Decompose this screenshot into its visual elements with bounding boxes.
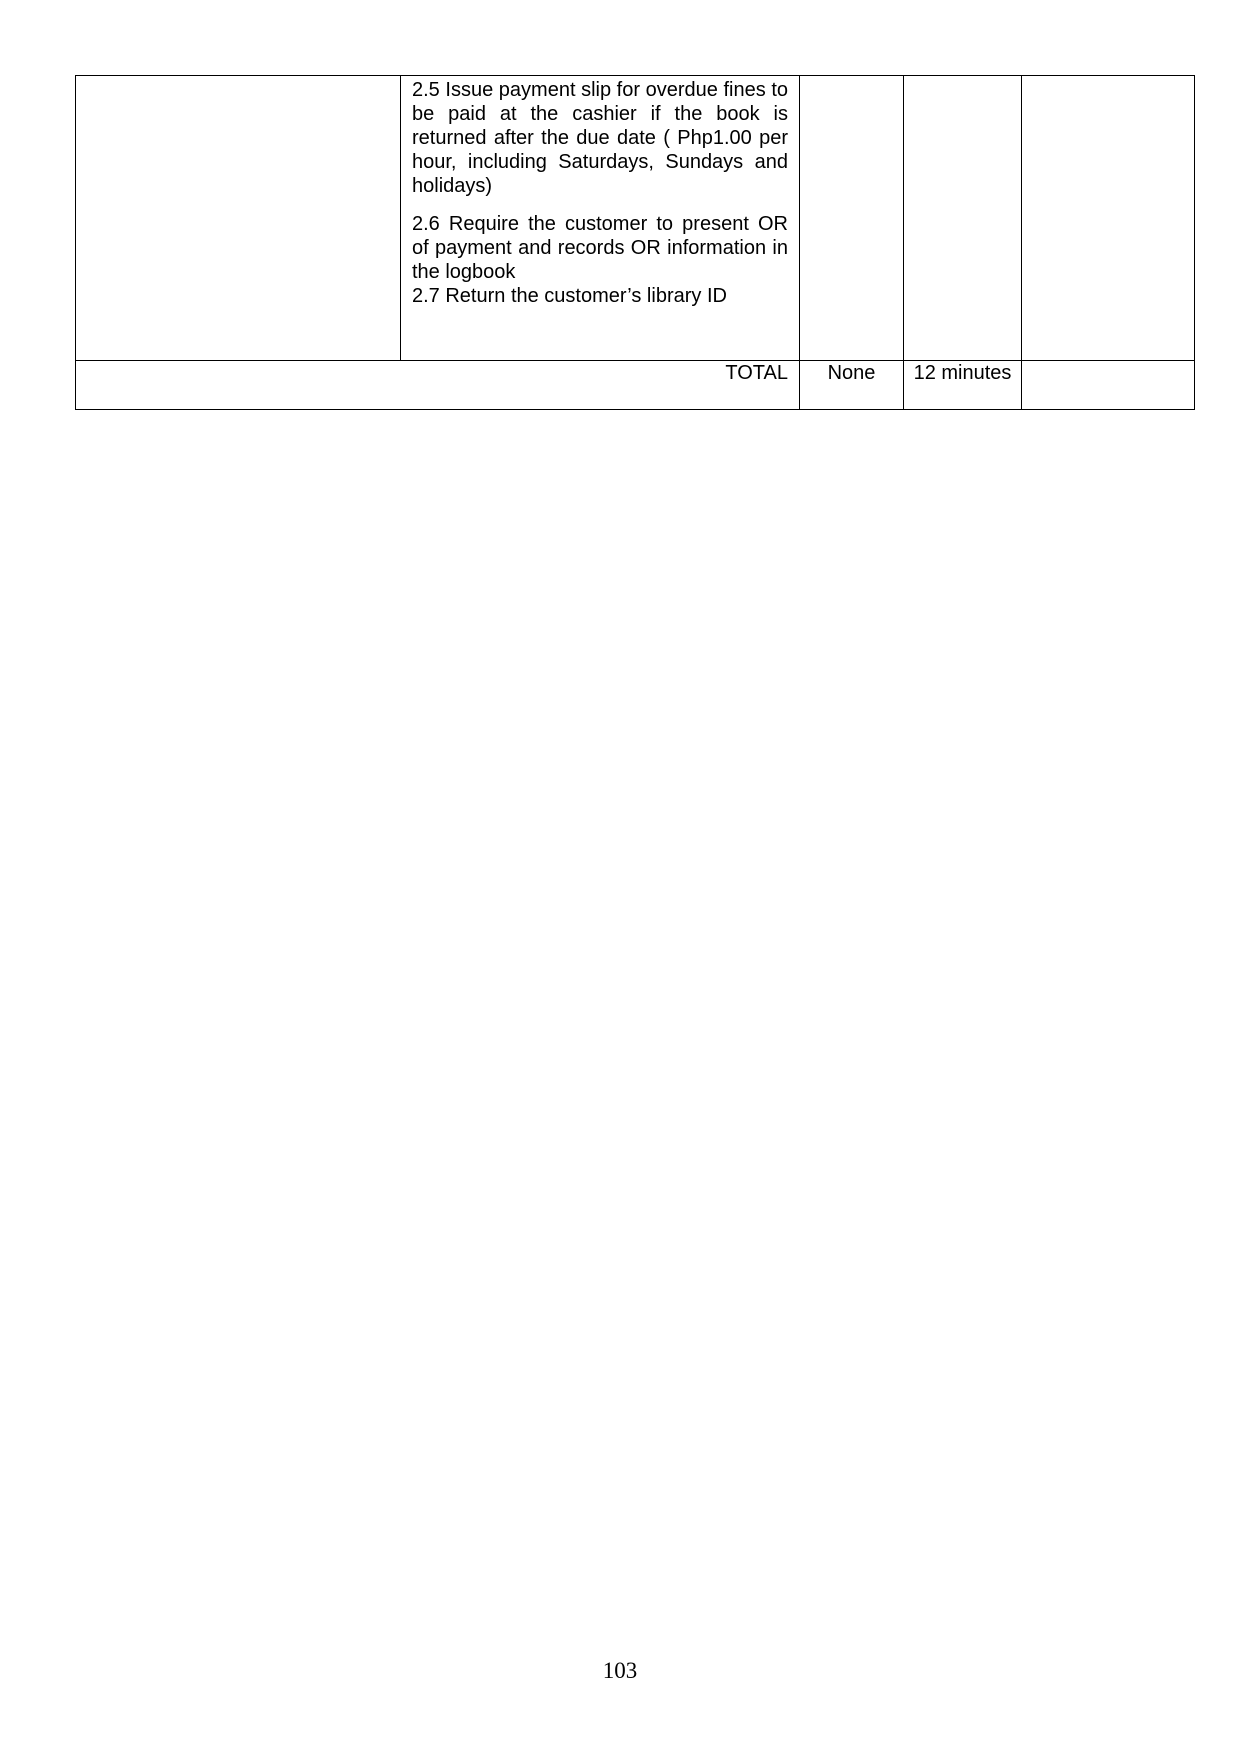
agency-actions-cell (401, 76, 800, 361)
client-steps-cell (76, 76, 401, 361)
total-time: 12 minutes (904, 361, 1022, 410)
action-item-2-7: 2.7 Return the customer’s library ID (412, 285, 727, 307)
person-responsible-cell (1022, 76, 1195, 361)
fees-cell (800, 76, 904, 361)
total-row (76, 361, 1195, 410)
total-fees: None (800, 361, 904, 410)
action-item-2-6: 2.6 Require the customer to present OR of payment and records OR information in the logbook (412, 213, 788, 283)
table-row (76, 76, 1195, 361)
action-item-2-5: 2.5 Issue payment slip for overdue fines to be paid at the cashier if the book is returned after the due date ( Php1.00 per hour, including Saturdays, Sundays and holidays) (412, 79, 788, 197)
processing-time-cell (904, 76, 1022, 361)
page-number: 103 (602, 1658, 638, 1683)
total-label: TOTAL (76, 361, 800, 410)
total-person-responsible (1022, 361, 1195, 410)
process-table (75, 75, 1195, 410)
